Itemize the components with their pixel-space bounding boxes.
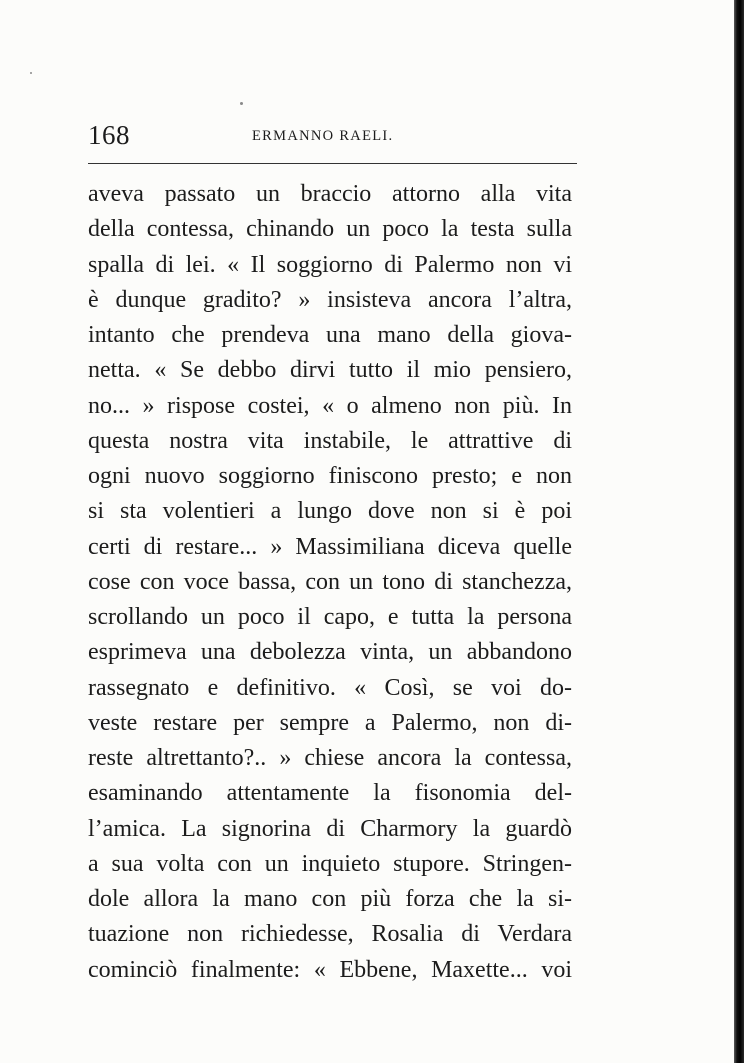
page-number: 168	[88, 120, 130, 150]
text-line: tuazione non richiedesse, Rosalia di Verdara	[88, 921, 572, 948]
running-head	[88, 120, 578, 152]
text-line: l’amica. La signorina di Charmory la guardò	[88, 815, 572, 842]
text-line: dole allora la mano con più forza che la si-	[88, 886, 572, 912]
text-line: è dunque gradito? » insisteva ancora l’altra,	[88, 286, 572, 313]
body-text	[88, 177, 572, 988]
text-line: aveva passato un braccio attorno alla vita	[88, 181, 572, 207]
text-line: certi di restare... » Massimiliana diceva quelle	[88, 533, 572, 560]
text-line: della contessa, chinando un poco la testa sulla	[88, 216, 572, 243]
text-line: rassegnato e definitivo. « Così, se voi do-	[88, 674, 572, 701]
text-line: ogni nuovo soggiorno finiscono presto; e non	[88, 463, 572, 489]
text-line: a sua volta con un inquieto stupore. Stringen-	[88, 850, 572, 877]
text-line: reste altrettanto?.. » chiese ancora la contessa,	[88, 745, 572, 771]
text-line: cose con voce bassa, con un tono di stanchezza,	[88, 568, 572, 595]
text-line: esprimeva una debolezza vinta, un abbandono	[88, 639, 572, 666]
paper-speck	[30, 72, 32, 74]
header-rule	[88, 163, 577, 164]
text-line: no... » rispose costei, « o almeno non più. In	[88, 392, 572, 419]
text-line: spalla di lei. « Il soggiorno di Palermo non vi	[88, 251, 572, 278]
page-binding-edge	[734, 0, 744, 1063]
text-line: veste restare per sempre a Palermo, non di-	[88, 709, 572, 736]
text-line: cominciò finalmente: « Ebbene, Maxette... voi	[88, 956, 572, 983]
text-line: netta. « Se debbo dirvi tutto il mio pensiero,	[88, 357, 572, 384]
text-line: questa nostra vita instabile, le attrattive di	[88, 427, 572, 454]
running-title: ERMANNO RAELI.	[252, 128, 394, 144]
text-line: esaminando attentamente la fisonomia del-	[88, 780, 572, 807]
text-line: si sta volentieri a lungo dove non si è poi	[88, 498, 572, 525]
text-line: scrollando un poco il capo, e tutta la persona	[88, 604, 572, 630]
text-line: intanto che prendeva una mano della giova-	[88, 322, 572, 348]
paper-speck	[240, 102, 243, 105]
